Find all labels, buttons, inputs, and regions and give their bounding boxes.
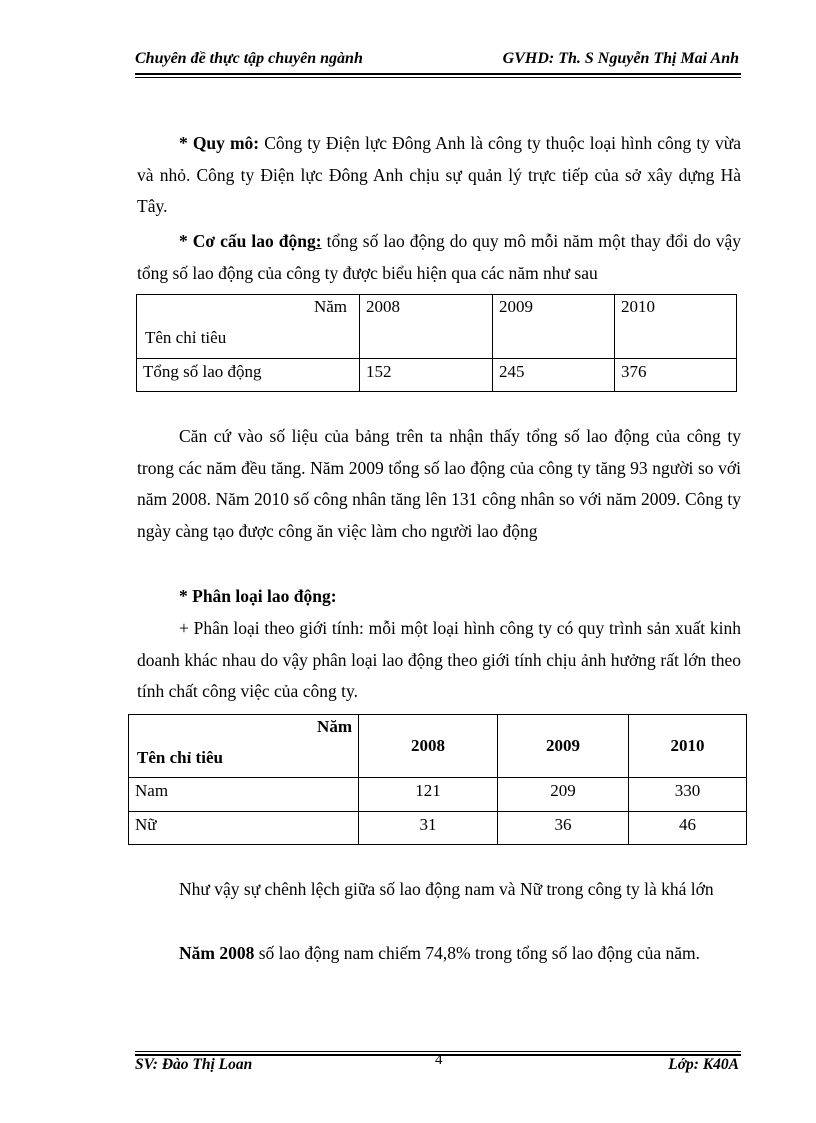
table-row: [137, 359, 737, 392]
paragraph-gender-classification: + Phân loại theo giới tính: mỗi một loại hình công ty có quy trình sản xuất kinh doanh khác nhau do vậy phân loại lao động theo giới tính chịu ảnh hưởng rất lớn theo tính chất công việc của công ty.: [137, 618, 741, 701]
header-rule: [135, 73, 741, 75]
labor-structure-text: tổng số lao động do quy mô mỗi năm một thay đổi do vậy tổng số lao động của công ty được biểu hiện qua các năm như sau: [137, 231, 741, 283]
table-header-cell: [129, 715, 359, 778]
value-cell: 121: [359, 778, 498, 812]
year-cell: 2008: [360, 295, 493, 359]
paragraph-2008-ratio: [137, 938, 741, 970]
header-title: Chuyên đề thực tập chuyên ngành: [135, 50, 363, 67]
year-cell: 2008: [359, 715, 498, 778]
paragraph-scale: [137, 128, 741, 223]
paragraph-classification-heading: * Phân loại lao động:: [179, 586, 337, 606]
page-header: [135, 48, 741, 70]
value-cell: 330: [629, 778, 747, 812]
scale-text: Công ty Điện lực Đông Anh là công ty thuộc loại hình công ty vừa và nhỏ. Công ty Điện lực Đông Anh chịu sự quản lý trực tiếp của sở xây dựng Hà Tây.: [137, 133, 741, 216]
header-year-label: Năm: [317, 717, 352, 736]
year-cell: 2010: [629, 715, 747, 778]
paragraph-labor-structure: [137, 226, 741, 289]
ratio-text: số lao động nam chiếm 74,8% trong tổng số lao động của năm.: [254, 943, 701, 963]
scale-label: * Quy mô:: [179, 133, 260, 153]
value-cell: 31: [359, 812, 498, 845]
value-cell: 46: [629, 812, 747, 845]
row-label: Nữ: [129, 812, 359, 845]
footer-class: Lớp: K40A: [668, 1056, 739, 1073]
page-footer: [135, 1052, 741, 1078]
table-header-cell: [137, 295, 360, 359]
footer-student: SV: Đào Thị Loan: [135, 1056, 253, 1073]
table-header-row: [129, 715, 747, 778]
year-cell: 2010: [615, 295, 737, 359]
table-header-row: [137, 295, 737, 359]
paragraph-analysis: Căn cứ vào số liệu của bảng trên ta nhận thấy tổng số lao động của công ty trong các năm đều tăng. Năm 2009 tổng số lao động của công ty tăng 93 người so với năm 2008. Năm 2010 số công nhân tăng lên 131 công nhân so với năm 2009. Công ty ngày càng tạo được công ăn việc làm cho người lao động: [137, 426, 741, 541]
value-cell: 209: [498, 778, 629, 812]
year-2008-label: Năm 2008: [179, 943, 255, 963]
value-cell: 376: [615, 359, 737, 392]
paragraph-gender-gap: Như vậy sự chênh lệch giữa số lao động nam và Nữ trong công ty là khá lớn: [179, 879, 714, 899]
page-number: 4: [435, 1052, 443, 1068]
gender-table: [128, 714, 747, 845]
labor-total-table: [136, 294, 737, 392]
value-cell: 152: [360, 359, 493, 392]
table-row: [129, 778, 747, 812]
value-cell: 36: [498, 812, 629, 845]
value-cell: 245: [493, 359, 615, 392]
row-label: Tổng số lao động: [137, 359, 360, 392]
row-label: Nam: [129, 778, 359, 812]
labor-structure-label: * Cơ cấu lao động: [179, 231, 316, 251]
year-cell: 2009: [493, 295, 615, 359]
header-year-label: Năm: [313, 297, 347, 316]
header-advisor: GVHD: Th. S Nguyễn Thị Mai Anh: [502, 50, 739, 67]
year-cell: 2009: [498, 715, 629, 778]
header-rule-thin: [135, 77, 741, 78]
table-row: [129, 812, 747, 845]
labor-structure-colon: :: [315, 231, 322, 251]
header-item-label: Tên chỉ tiêu: [145, 328, 227, 347]
header-item-label: Tên chỉ tiêu: [137, 748, 223, 767]
